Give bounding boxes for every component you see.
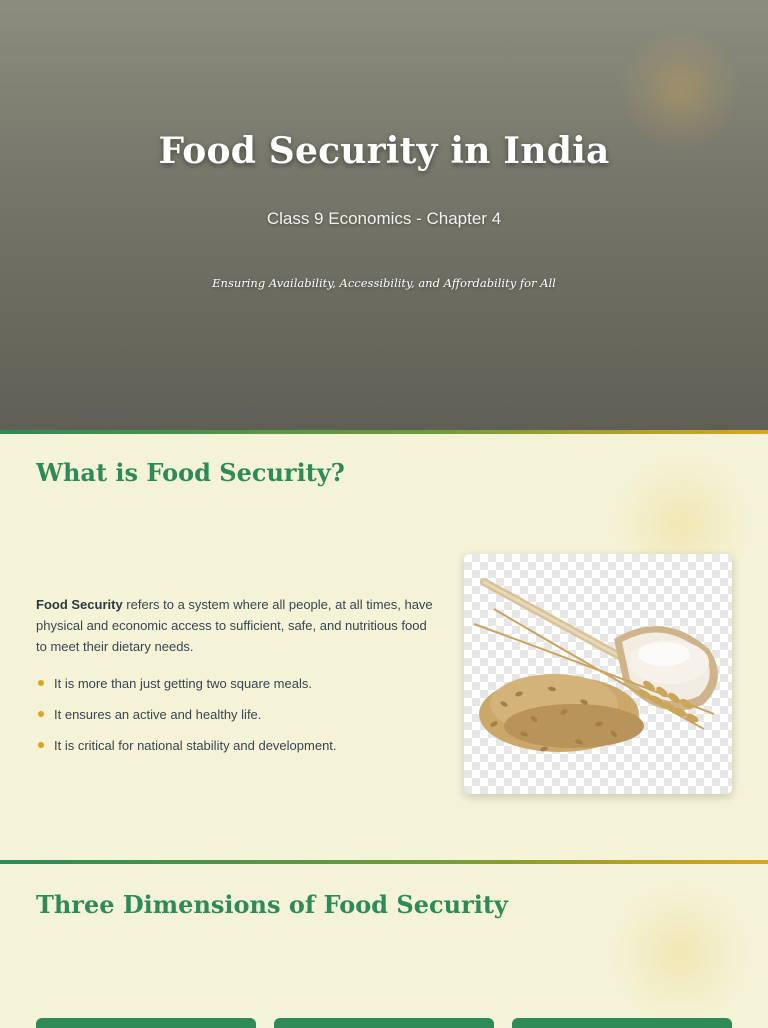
bullet-dot-icon	[38, 711, 44, 717]
dimension-cards-row	[0, 1018, 768, 1024]
section-what-is-food-security	[0, 434, 768, 860]
dimension-card	[512, 1018, 732, 1028]
dimension-card	[36, 1018, 256, 1028]
dimension-card	[274, 1018, 494, 1028]
section-three-dimensions	[0, 864, 768, 1024]
wheat-flour-illustration	[464, 554, 732, 794]
page-subtitle: Class 9 Economics - Chapter 4	[266, 209, 502, 228]
list-item	[36, 705, 337, 724]
page-tagline: Ensuring Availability, Accessibility, and Affordability for All	[212, 276, 556, 290]
intro-text: refers to a system where all people, at all times, have physical and economic access to sufficient, safe, and nutritious food to meet their dietary needs.	[36, 597, 433, 654]
list-item	[36, 736, 337, 755]
bullet-text: It ensures an active and healthy life.	[54, 707, 262, 722]
bullet-dot-icon	[38, 742, 44, 748]
section-heading: Three Dimensions of Food Security	[36, 890, 508, 919]
bullet-text: It is more than just getting two square meals.	[54, 676, 312, 691]
intro-paragraph	[36, 594, 436, 657]
wheat-flour-image	[464, 554, 732, 794]
bullet-list	[36, 674, 337, 767]
section-heading: What is Food Security?	[36, 458, 345, 487]
decorative-glow	[610, 884, 750, 1024]
page-title: Food Security in India	[158, 130, 610, 172]
intro-bold-term: Food Security	[36, 597, 123, 612]
bullet-text: It is critical for national stability and development.	[54, 738, 337, 753]
bullet-dot-icon	[38, 680, 44, 686]
list-item	[36, 674, 337, 693]
hero-banner	[0, 0, 768, 430]
